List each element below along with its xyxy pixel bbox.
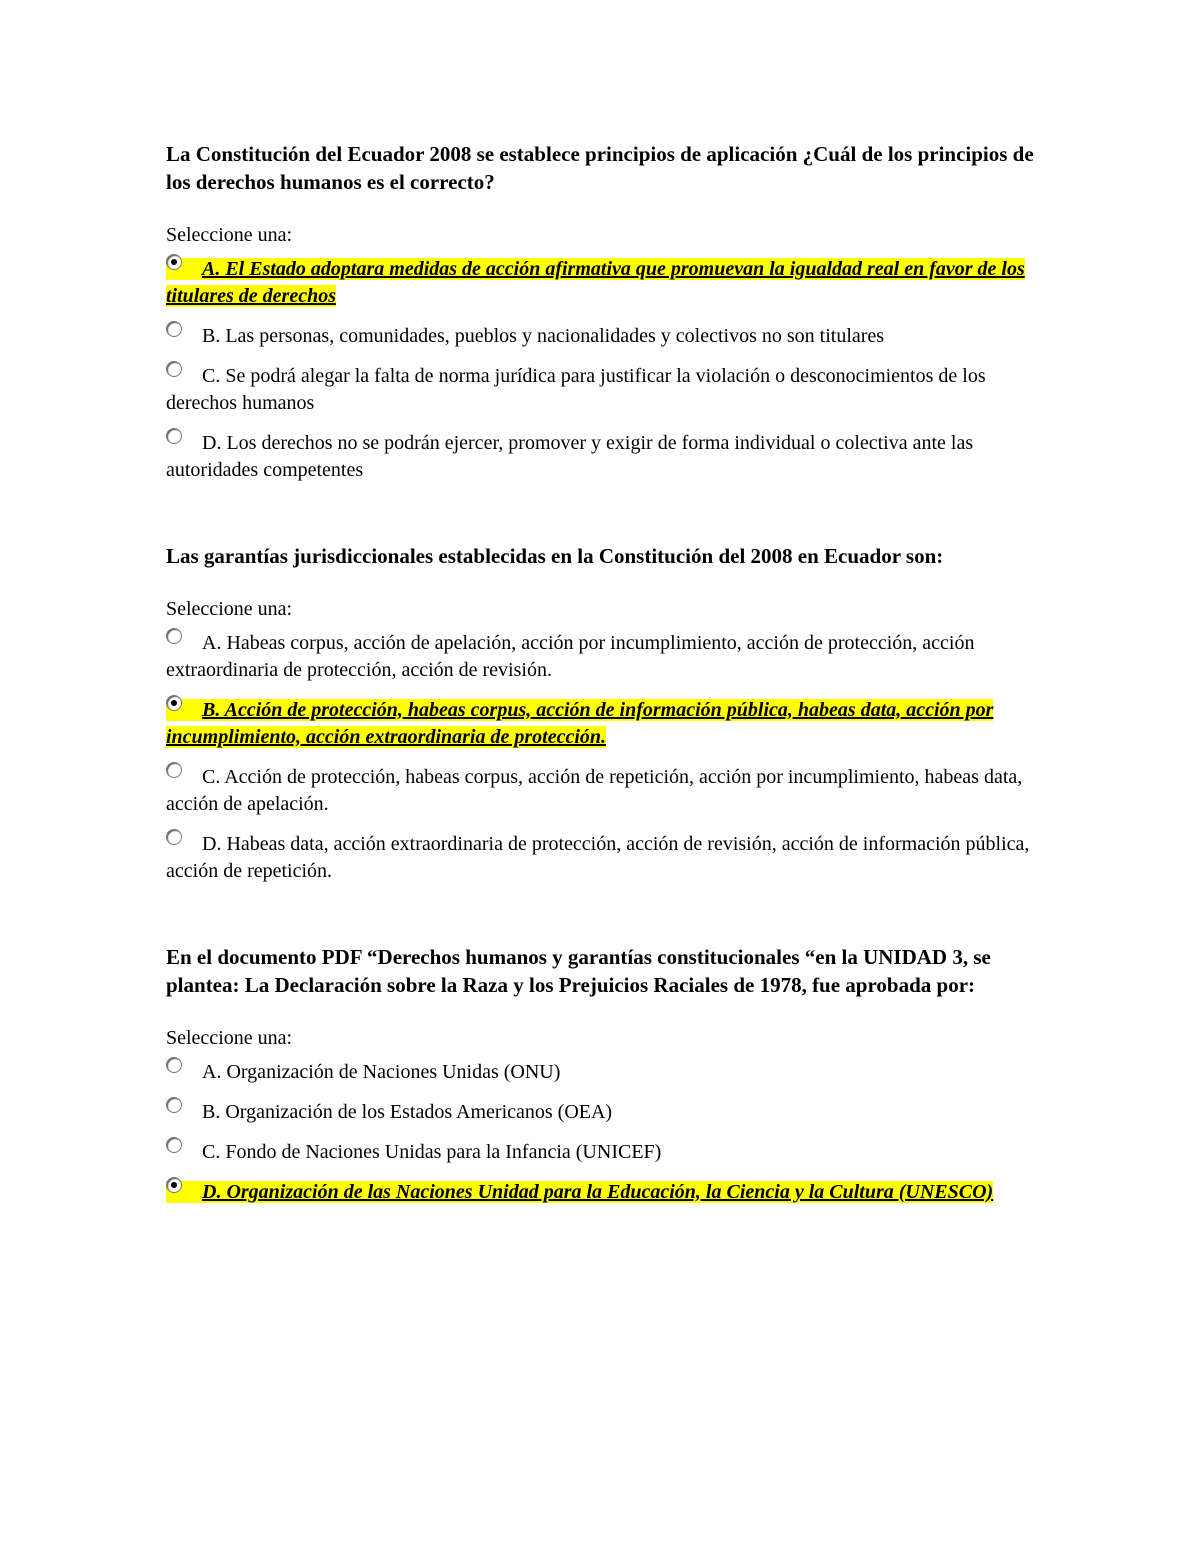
option-label: B. Acción de protección, habeas corpus, acción de información pública, habeas data, acción por incumplimiento, acción extraordinaria de protección. [166,699,994,748]
question-2 [166,542,1036,885]
radio-icon[interactable] [166,628,182,644]
option-a[interactable] [166,628,1036,684]
radio-checked-icon[interactable] [166,254,182,270]
option-d[interactable] [166,829,1036,885]
select-prompt: Seleccione una: [166,224,293,246]
radio-icon[interactable] [166,428,182,444]
option-c[interactable] [166,361,1036,417]
radio-checked-icon[interactable] [166,1177,182,1193]
option-a[interactable] [166,254,1036,310]
option-label: C. Acción de protección, habeas corpus, acción de repetición, acción por incumplimiento, habeas data, acción de apelación. [166,766,1023,815]
option-label: B. Las personas, comunidades, pueblos y nacionalidades y colectivos no son titulares [202,325,885,347]
option-a[interactable] [166,1057,1036,1086]
question-3 [166,943,1036,1206]
option-label: A. Habeas corpus, acción de apelación, acción por incumplimiento, acción de protección, acción extraordinaria de protección, acción de revisión. [166,632,975,681]
option-c[interactable] [166,762,1036,818]
radio-icon[interactable] [166,762,182,778]
radio-icon[interactable] [166,1097,182,1113]
option-b[interactable] [166,695,1036,751]
option-label: B. Organización de los Estados Americanos (OEA) [202,1101,613,1123]
option-label: C. Se podrá alegar la falta de norma jurídica para justificar la violación o desconocimientos de los derechos humanos [166,365,986,414]
option-b[interactable] [166,321,1036,350]
question-text: En el documento PDF “Derechos humanos y garantías constitucionales “en la UNIDAD 3, se plantea: La Declaración sobre la Raza y los Prejuicios Raciales de 1978, fue aprobada por: [166,945,991,997]
option-label: A. El Estado adoptara medidas de acción afirmativa que promuevan la igualdad real en favor de los titulares de derechos [166,258,1025,307]
option-label: D. Los derechos no se podrán ejercer, promover y exigir de forma individual o colectiva ante las autoridades competentes [166,432,974,481]
option-label: C. Fondo de Naciones Unidas para la Infancia (UNICEF) [202,1141,662,1163]
select-prompt: Seleccione una: [166,598,293,620]
option-label: A. Organización de Naciones Unidas (ONU) [202,1061,561,1083]
question-text: La Constitución del Ecuador 2008 se establece principios de aplicación ¿Cuál de los principios de los derechos humanos es el correcto? [166,142,1034,194]
radio-icon[interactable] [166,1057,182,1073]
option-d[interactable] [166,1177,1036,1206]
radio-icon[interactable] [166,1137,182,1153]
option-d[interactable] [166,428,1036,484]
question-text: Las garantías jurisdiccionales establecidas en la Constitución del 2008 en Ecuador son: [166,544,944,568]
document-page [166,140,1036,1217]
option-b[interactable] [166,1097,1036,1126]
radio-icon[interactable] [166,321,182,337]
radio-icon[interactable] [166,829,182,845]
radio-icon[interactable] [166,361,182,377]
select-prompt: Seleccione una: [166,1027,293,1049]
question-1 [166,140,1036,484]
radio-checked-icon[interactable] [166,695,182,711]
option-label: D. Habeas data, acción extraordinaria de protección, acción de revisión, acción de información pública, acción de repetición. [166,833,1030,882]
option-label: D. Organización de las Naciones Unidad para la Educación, la Ciencia y la Cultura (UNESCO) [202,1181,994,1203]
option-c[interactable] [166,1137,1036,1166]
